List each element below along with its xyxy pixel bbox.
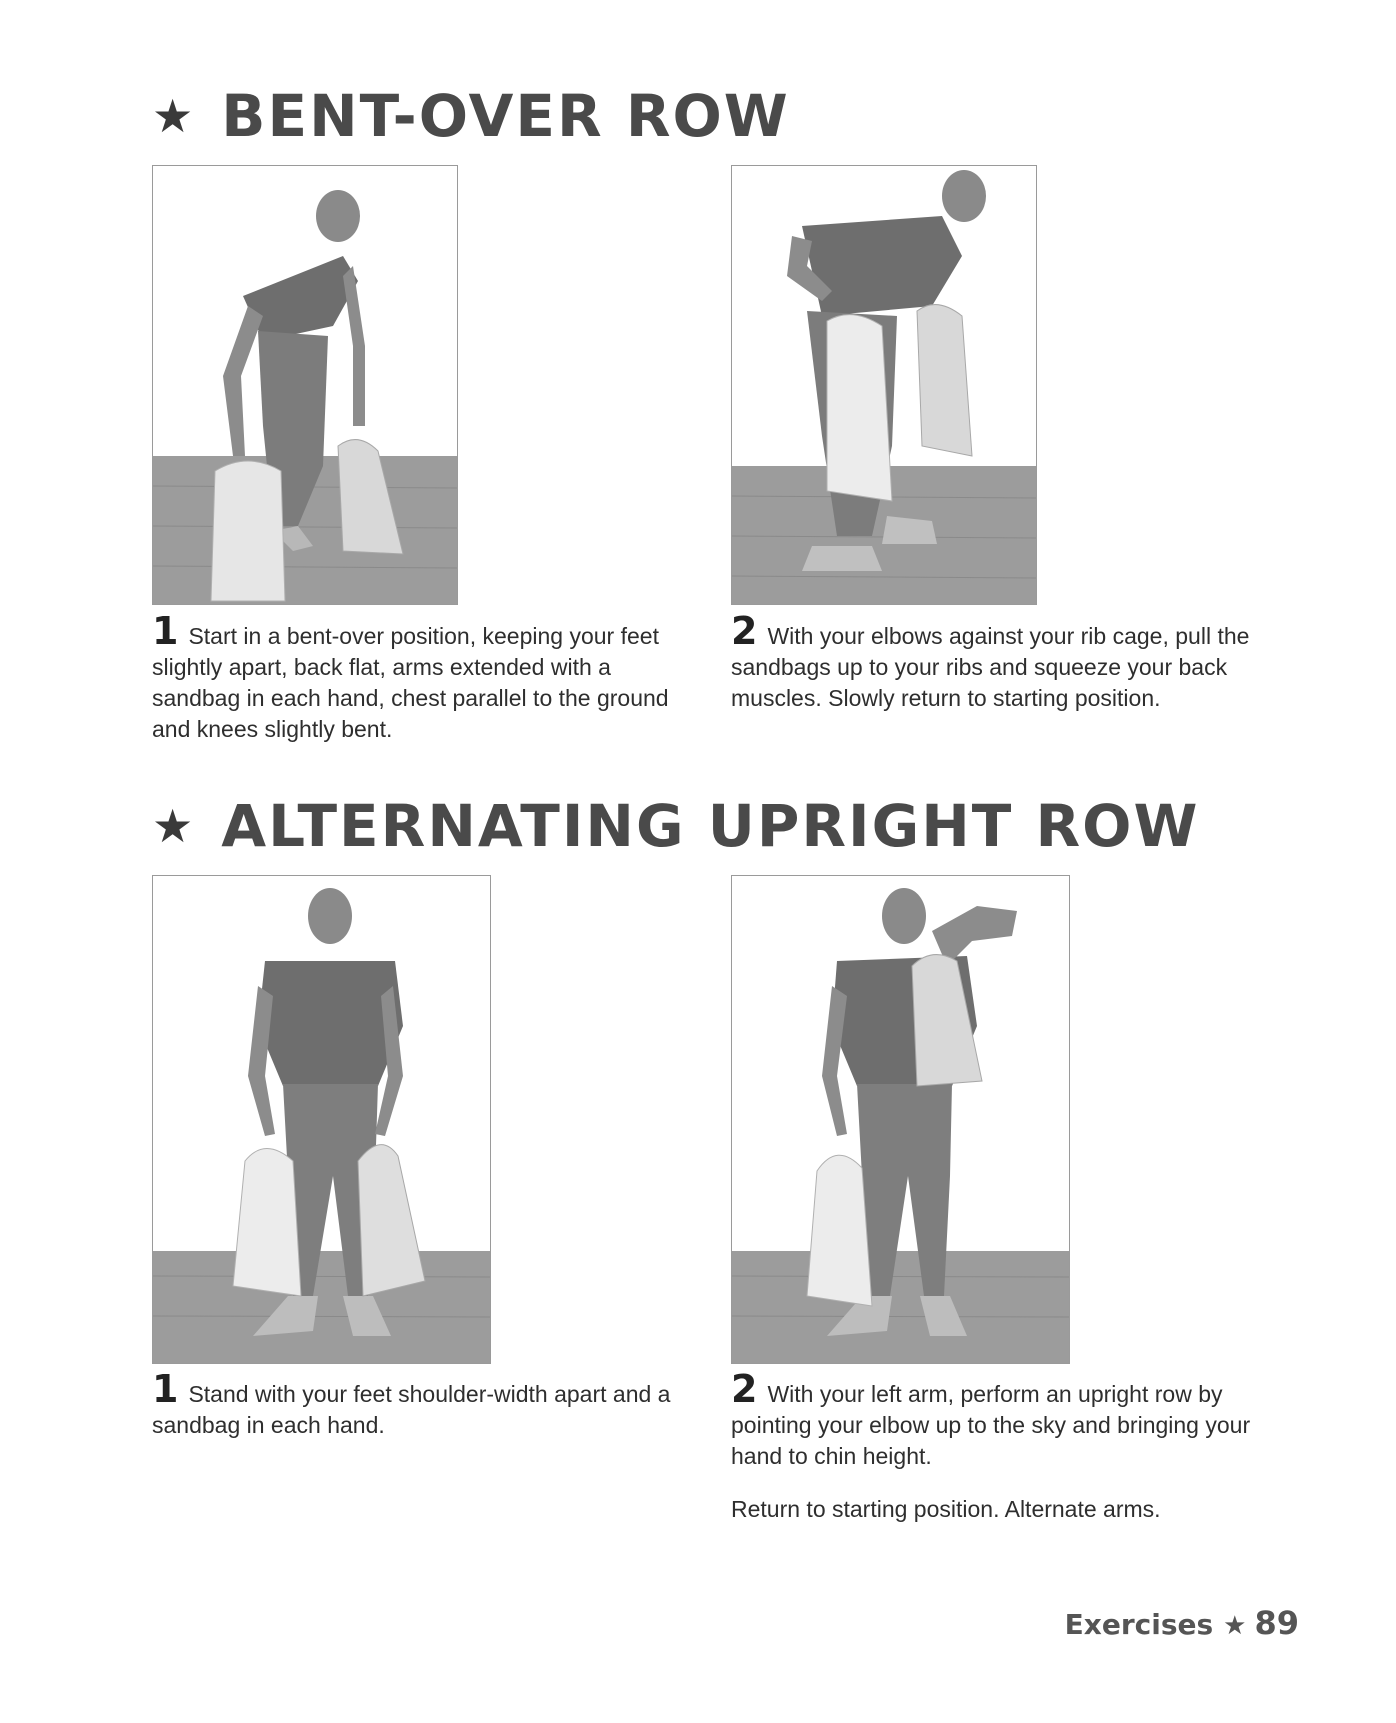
photo-bent-over-row-step-1 <box>152 165 458 605</box>
star-icon: ★ <box>1223 1611 1247 1641</box>
section-title-text: BENT-OVER ROW <box>221 82 790 150</box>
photo-alternating-upright-row-step-1 <box>152 875 491 1364</box>
step-text: With your left arm, perform an upright row by pointing your elbow up to the sky and bringing your hand to chin height. <box>731 1381 1251 1469</box>
step-2-alternating-upright-row <box>731 1367 1276 1525</box>
step-extra-text: Return to starting position. Alternate arms. <box>731 1496 1161 1522</box>
section-title-bent-over-row <box>152 82 790 150</box>
star-icon: ★ <box>152 89 196 143</box>
step-text: Start in a bent-over position, keeping your feet slightly apart, back flat, arms extended with a sandbag in each hand, chest parallel to the ground and knees slightly bent. <box>152 623 669 742</box>
page-footer <box>1065 1604 1299 1642</box>
footer-label: Exercises <box>1064 1608 1214 1641</box>
step-text: With your elbows against your rib cage, pull the sandbags up to your ribs and squeeze your back muscles. Slowly return to starting position. <box>731 623 1250 711</box>
section-title-text: ALTERNATING UPRIGHT ROW <box>221 792 1200 860</box>
step-number: 2 <box>731 609 758 653</box>
section-title-alternating-upright-row <box>152 792 1199 860</box>
step-2-bent-over-row <box>731 609 1276 714</box>
step-1-alternating-upright-row <box>152 1367 712 1441</box>
step-number: 2 <box>731 1367 758 1411</box>
star-icon: ★ <box>152 799 196 853</box>
step-1-bent-over-row <box>152 609 692 745</box>
step-text: Stand with your feet shoulder-width apart and a sandbag in each hand. <box>152 1381 671 1438</box>
photo-alternating-upright-row-step-2 <box>731 875 1070 1364</box>
step-number: 1 <box>152 609 179 653</box>
step-number: 1 <box>152 1367 179 1411</box>
page-number: 89 <box>1254 1604 1299 1642</box>
photo-bent-over-row-step-2 <box>731 165 1037 605</box>
